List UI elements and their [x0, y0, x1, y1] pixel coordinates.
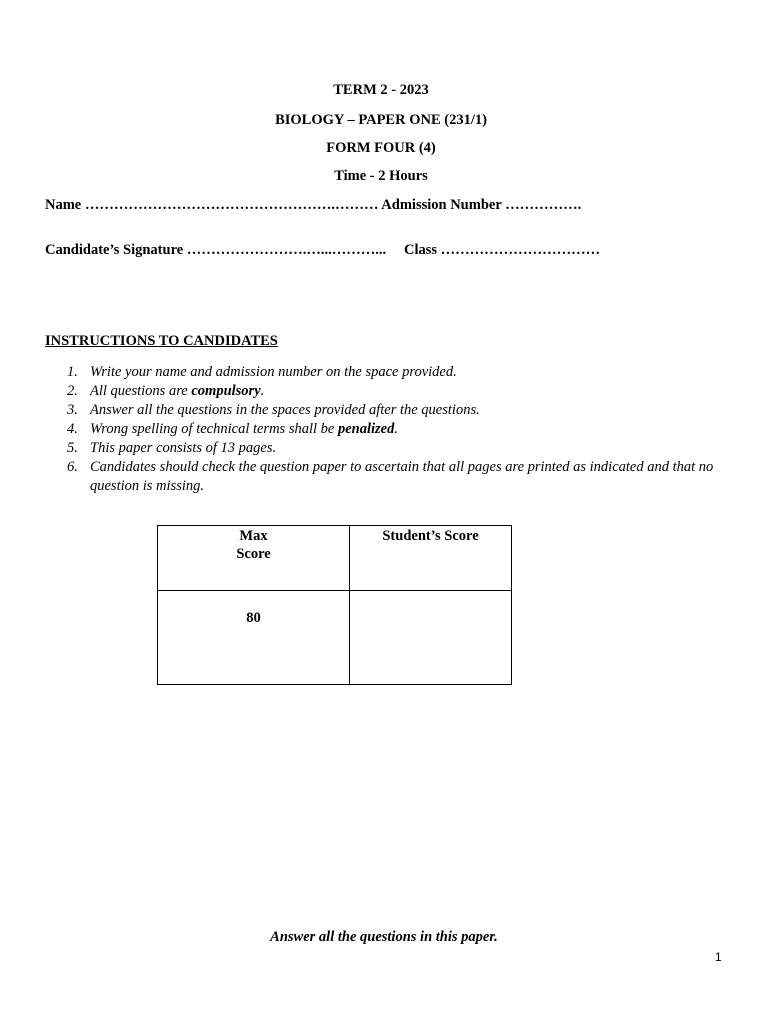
- exam-duration: Time - 2 Hours: [334, 168, 428, 184]
- class-field: Class ……………………………: [404, 242, 601, 258]
- score-table: [157, 525, 512, 685]
- instruction-item: 4. Wrong spelling of technical terms shall be penalized.: [67, 421, 398, 437]
- exam-subject: BIOLOGY – PAPER ONE (231/1): [275, 112, 487, 128]
- instruction-item: 5. This paper consists of 13 pages.: [67, 440, 277, 456]
- instruction-item: 1. Write your name and admission number on the space provided.: [67, 364, 457, 380]
- signature-field: Candidate’s Signature …………………….…...………...: [45, 242, 387, 258]
- student-score-header: Student’s Score: [350, 526, 512, 591]
- score-table-header-row: [158, 526, 512, 591]
- instruction-item: 2. All questions are compulsory.: [67, 383, 265, 399]
- exam-term: TERM 2 - 2023: [333, 82, 429, 98]
- exam-form: FORM FOUR (4): [326, 140, 436, 156]
- student-score-value: [350, 591, 512, 685]
- max-score-value: 80: [158, 591, 350, 685]
- instruction-item: 3. Answer all the questions in the spaces provided after the questions.: [67, 402, 480, 418]
- name-admission-field: Name …………………………………………….……… Admission Number …………….: [45, 197, 582, 213]
- instructions-heading: INSTRUCTIONS TO CANDIDATES: [45, 333, 278, 349]
- instructions-list: [45, 363, 735, 496]
- page-number: 1: [715, 950, 722, 964]
- score-table-value-row: [158, 591, 512, 685]
- instruction-item: 6. Candidates should check the question paper to ascertain that all pages are printed as indicated and that no question is missing.: [67, 459, 714, 494]
- max-score-header: Max Score: [158, 526, 350, 591]
- footer-note: Answer all the questions in this paper.: [270, 929, 498, 945]
